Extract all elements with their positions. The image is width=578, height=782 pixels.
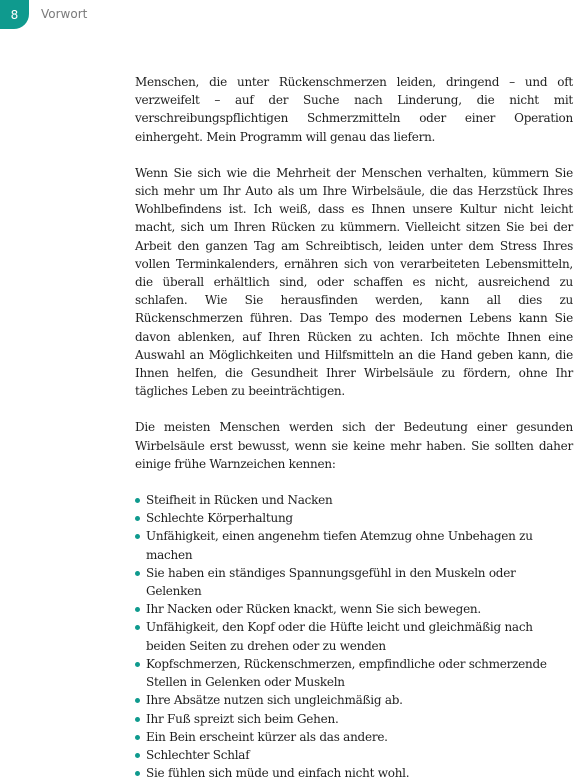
list-item-text: Unfähigkeit, einen angenehm tiefen Atemzug ohne Unbehagen zu machen [146, 529, 533, 562]
list-item [135, 491, 573, 509]
bullet-icon [135, 498, 140, 503]
list-item [135, 600, 573, 618]
list-item-text: Sie haben ein ständiges Spannungsgefühl in den Muskeln oder Gelenken [146, 565, 516, 599]
list-item [135, 710, 573, 728]
bullet-icon [135, 607, 140, 612]
bullet-icon [135, 534, 140, 539]
list-item-text: Kopfschmerzen, Rückenschmerzen, empfindliche oder schmerzende Stellen in Gelenken oder Muskeln [146, 656, 547, 690]
list-item-text: Ein Bein erscheint kürzer als das andere. [146, 729, 388, 744]
page-number: 8 [10, 7, 19, 22]
list-item-text: Ihr Nacken oder Rücken knackt, wenn Sie sich bewegen. [146, 602, 481, 617]
list-item [135, 564, 573, 600]
list-item-text: Sie fühlen sich müde und einfach nicht wohl. [146, 766, 410, 781]
list-item [135, 509, 573, 527]
paragraph-intro: Menschen, die unter Rückenschmerzen leiden, dringend – und oft verzweifelt – auf der Suche nach Linderung, die nicht mit verschreibungspflichtigen Schmerzmitteln oder einer Operation einhergeht. Mein Programm will genau das liefern. [135, 75, 573, 144]
list-item-text: Schlechte Körperhaltung [146, 511, 293, 526]
list-item-text: Unfähigkeit, den Kopf oder die Hüfte leicht und gleichmäßig nach beiden Seiten zu drehen oder zu wenden [146, 620, 533, 653]
list-item [135, 527, 573, 563]
bullet-icon [135, 571, 140, 576]
bullet-icon [135, 662, 140, 667]
list-item [135, 618, 573, 654]
bullet-icon [135, 735, 140, 740]
list-item-text: Schlechter Schlaf [146, 747, 250, 762]
paragraph-warning-lead: Die meisten Menschen werden sich der Bedeutung einer gesunden Wirbelsäule erst bewusst, wenn sie keine mehr haben. Sie sollten daher einige frühe Warnzeichen kennen: [135, 420, 573, 471]
list-item [135, 655, 573, 691]
list-item [135, 746, 573, 764]
bullet-icon [135, 516, 140, 521]
bullet-icon [135, 698, 140, 703]
list-item-text: Ihr Fuß spreizt sich beim Gehen. [146, 711, 339, 726]
running-head: Vorwort [41, 7, 88, 21]
warning-signs-list [135, 491, 573, 782]
list-item [135, 728, 573, 746]
bullet-icon [135, 625, 140, 630]
paragraph-lifestyle: Wenn Sie sich wie die Mehrheit der Menschen verhalten, kümmern Sie sich mehr um Ihr Auto als um Ihre Wirbelsäule, die das Herzstück Ihres Wohlbefindens ist. Ich weiß, dass es Ihnen unsere Kultur nicht leicht macht, sich um Ihren Rücken zu kümmern. Vielleicht sitzen Sie bei der Arbeit den ganzen Tag am Schreibtisch, leiden unter dem Stress Ihres vollen Terminkalenders, ernähren sich von verarbeiteten Lebensmitteln, die überall erhältlich sind, oder schaffen es nicht, ausreichend zu schlafen. Wie Sie herausfinden werden, kann all dies zu Rückenschmerzen führen. Das Tempo des modernen Lebens kann Sie davon ablenken, auf Ihren Rücken zu achten. Ich möchte Ihnen eine Auswahl an Möglichkeiten und Hilfsmitteln an die Hand geben kann, die Ihnen helfen, die Gesundheit Ihrer Wirbelsäule zu fördern, ohne Ihr tägliches Leben zu beeinträchtigen. [135, 165, 573, 399]
bullet-icon [135, 753, 140, 758]
list-item [135, 691, 573, 709]
bullet-icon [135, 717, 140, 722]
body-text [135, 73, 573, 782]
bullet-icon [135, 771, 140, 776]
list-item-text: Ihre Absätze nutzen sich ungleichmäßig ab. [146, 693, 403, 708]
list-item [135, 764, 573, 782]
list-item-text: Steifheit in Rücken und Nacken [146, 493, 333, 508]
page-number-badge [0, 0, 29, 29]
